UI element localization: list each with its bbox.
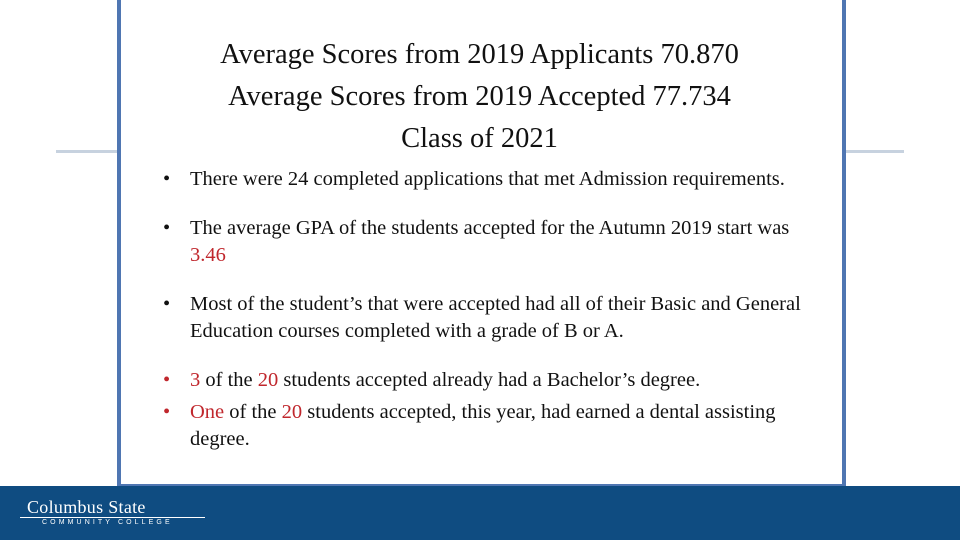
logo-divider bbox=[20, 517, 205, 518]
bullet-bachelors bbox=[160, 367, 830, 394]
bullet-marker: • bbox=[163, 217, 171, 239]
title-line-accepted: Average Scores from 2019 Accepted 77.734 bbox=[228, 81, 731, 112]
bullet-text: Most of the student’s that were accepted had all of their Basic and General Education courses completed with a grade of B or A. bbox=[190, 293, 801, 342]
bullet-list bbox=[160, 166, 830, 453]
bullet-applications bbox=[160, 166, 830, 193]
bachelors-count: 3 bbox=[190, 369, 201, 391]
gpa-value: 3.46 bbox=[190, 244, 226, 266]
bullet-dental bbox=[160, 399, 830, 453]
logo-subtitle: COMMUNITY COLLEGE bbox=[42, 519, 173, 526]
dental-count: One bbox=[190, 401, 225, 423]
accepted-total: 20 bbox=[281, 401, 303, 423]
bullet-courses bbox=[160, 291, 830, 345]
bullet-gpa bbox=[160, 215, 830, 269]
slide-title bbox=[121, 34, 838, 160]
bullet-marker: • bbox=[163, 369, 171, 391]
columbus-state-logo bbox=[20, 497, 205, 531]
bullet-text: There were 24 completed applications that met Admission requirements. bbox=[190, 168, 785, 190]
title-line-applicants: Average Scores from 2019 Applicants 70.870 bbox=[220, 39, 739, 70]
bullet-marker: • bbox=[163, 168, 171, 190]
bullet-marker: • bbox=[163, 401, 171, 423]
accepted-total: 20 bbox=[257, 369, 279, 391]
bullet-text: students accepted, this year, had earned a dental assisting degree. bbox=[190, 401, 776, 450]
title-line-class: Class of 2021 bbox=[401, 123, 558, 154]
bullet-marker: • bbox=[163, 293, 171, 315]
bullet-text: The average GPA of the students accepted for the Autumn 2019 start was bbox=[190, 217, 790, 239]
logo-wordmark: Columbus State bbox=[27, 497, 146, 517]
bullet-text: students accepted already had a Bachelor’s degree. bbox=[278, 369, 701, 391]
bullet-text: of the bbox=[224, 401, 282, 423]
bullet-text: of the bbox=[200, 369, 258, 391]
